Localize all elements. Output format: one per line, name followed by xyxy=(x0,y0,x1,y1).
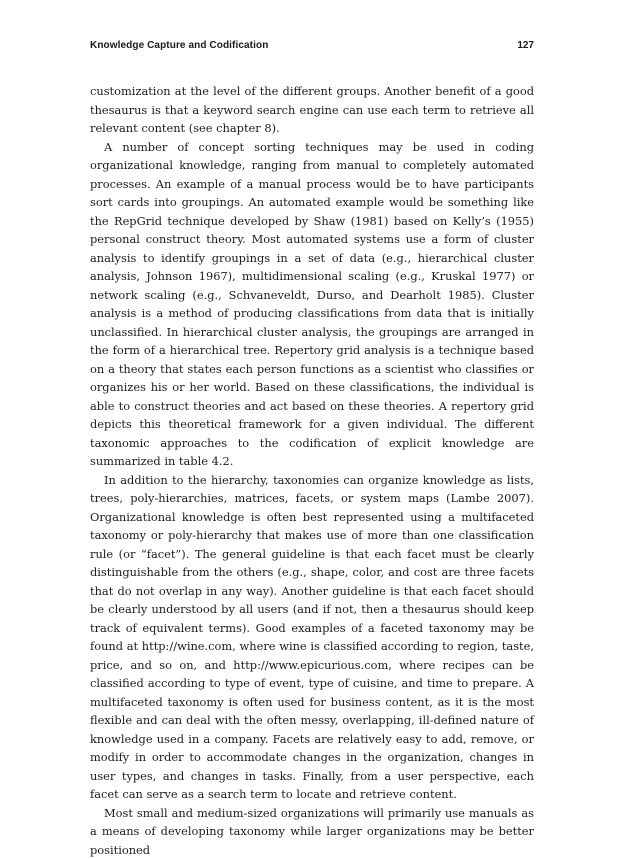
running-title: Knowledge Capture and Codification xyxy=(90,40,268,51)
body-text xyxy=(90,82,534,859)
running-header xyxy=(90,40,534,56)
paragraph-organization-size: Most small and medium-sized organizations will primarily use manuals as a means of developing taxonomy while larger organizations may be better positioned xyxy=(90,804,534,859)
paragraph-taxonomy-facets: In addition to the hierarchy, taxonomies can organize knowledge as lists, trees, poly-hierarchies, matrices, facets, or system maps (Lambe 2007). Organizational knowledge is often best represented using a multifaceted taxonomy or poly-hierarchy that makes use of more than one classification rule (or “facet”). The general guideline is that each facet must be clearly distinguishable from the others (e.g., shape, color, and cost are three facets that do not overlap in any way). Another guideline is that each facet should be clearly understood by all users (and if not, then a thesaurus should keep track of equivalent terms). Good examples of a faceted taxonomy may be found at http://wine.com, where wine is classified according to region, taste, price, and so on, and http://www.epicurious.com, where recipes can be classified according to type of event, type of cuisine, and time to prepare. A multifaceted taxonomy is often used for business content, as it is the most flexible and can deal with the often messy, overlapping, ill-defined nature of knowledge used in a company. Facets are relatively easy to add, remove, or modify in order to accommodate changes in the organization, changes in user types, and changes in tasks. Finally, from a user perspective, each facet can serve as a search term to locate and retrieve content. xyxy=(90,471,534,804)
page-number: 127 xyxy=(517,40,534,51)
paragraph-continued: customization at the level of the different groups. Another benefit of a good thesaurus is that a keyword search engine can use each term to retrieve all relevant content (see chapter 8). xyxy=(90,82,534,138)
paragraph-concept-sorting: A number of concept sorting techniques may be used in coding organizational knowledge, ranging from manual to completely automated processes. An example of a manual process would be to have participants sort cards into groupings. An automated example would be something like the RepGrid technique developed by Shaw (1981) based on Kelly’s (1955) personal construct theory. Most automated systems use a form of cluster analysis to identify groupings in a set of data (e.g., hierarchical cluster analysis, Johnson 1967), multidimensional scaling (e.g., Kruskal 1977) or network scaling (e.g., Schvaneveldt, Durso, and Dearholt 1985). Cluster analysis is a method of producing classifications from data that is initially unclassified. In hierarchical cluster analysis, the groupings are arranged in the form of a hierarchical tree. Repertory grid analysis is a technique based on a theory that states each person functions as a scientist who classifies or organizes his or her world. Based on these classifications, the individual is able to construct theories and act based on these theories. A repertory grid depicts this theoretical framework for a given individual. The different taxonomic approaches to the codification of explicit knowledge are summarized in table 4.2. xyxy=(90,138,534,471)
